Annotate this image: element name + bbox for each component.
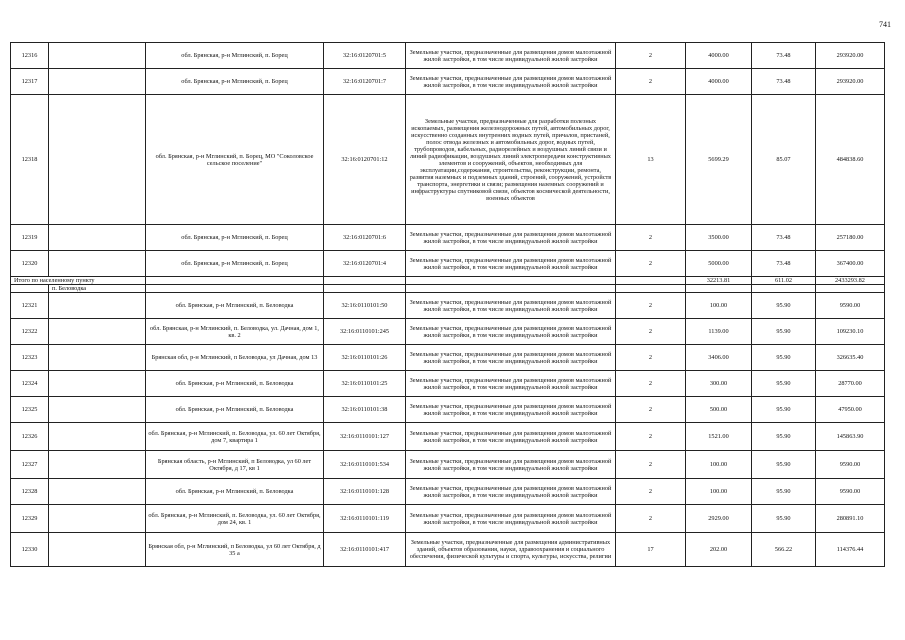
area-value: 3406.00 [686, 345, 752, 371]
total-row [11, 277, 885, 285]
total-value: 2433293.82 [816, 277, 885, 285]
cadastral-number: 32:16:0110101:245 [324, 319, 406, 345]
cadastral-value: 47950.00 [816, 397, 885, 423]
empty-cell [49, 479, 146, 505]
total-area: 32213.81 [686, 277, 752, 285]
cadastral-value: 145863.90 [816, 423, 885, 451]
cadastral-value: 257180.00 [816, 225, 885, 251]
total-label: Итого по населенному пункту [11, 277, 146, 285]
area-value: 500.00 [686, 397, 752, 423]
cadastral-value: 114376.44 [816, 533, 885, 567]
area-value: 100.00 [686, 479, 752, 505]
cadastral-number: 32:16:0120701:5 [324, 43, 406, 69]
address-cell: Брянская обл, р-н Мглинский, п Беловодка, ул Дачная, дом 13 [146, 345, 324, 371]
cadastral-value: 367400.00 [816, 251, 885, 277]
group-code: 2 [616, 345, 686, 371]
area-value: 300.00 [686, 371, 752, 397]
specific-value: 95.90 [752, 319, 816, 345]
table-row [11, 225, 885, 251]
land-use-description: Земельные участки, предназначенные для размещения домов малоэтажной жилой застройки, в том числе индивидуальной жилой застройки [406, 251, 616, 277]
cadastral-value: 280891.10 [816, 505, 885, 533]
area-value: 4000.00 [686, 43, 752, 69]
area-value: 4000.00 [686, 69, 752, 95]
address-cell: Брянская область, р-н Мглинский, п Беловодка, ул 60 лет Октября, д 17, кв 1 [146, 451, 324, 479]
group-code: 2 [616, 479, 686, 505]
land-use-description: Земельные участки, предназначенные для размещения домов малоэтажной жилой застройки, в том числе индивидуальной жилой застройки [406, 479, 616, 505]
group-code: 2 [616, 225, 686, 251]
specific-value: 95.90 [752, 293, 816, 319]
empty-cell [49, 251, 146, 277]
specific-value: 95.90 [752, 371, 816, 397]
land-use-description: Земельные участки, предназначенные для размещения домов малоэтажной жилой застройки, в том числе индивидуальной жилой застройки [406, 345, 616, 371]
address-cell: обл. Брянская, р-н Мглинский, п. Беловодка, ул. Дачная, дом 1, кв. 2 [146, 319, 324, 345]
group-code: 2 [616, 371, 686, 397]
cadastral-value: 109230.10 [816, 319, 885, 345]
group-code: 17 [616, 533, 686, 567]
specific-value: 95.90 [752, 451, 816, 479]
area-value: 100.00 [686, 451, 752, 479]
cadastral-value: 28770.00 [816, 371, 885, 397]
table-body-belovodka [11, 293, 885, 567]
empty-cell [49, 293, 146, 319]
table-row [11, 345, 885, 371]
table-row [11, 95, 885, 225]
group-code: 13 [616, 95, 686, 225]
address-cell: обл. Брянская, р-н Мглинский, п. Беловодка [146, 371, 324, 397]
cadastral-value: 326635.40 [816, 345, 885, 371]
table-row [11, 293, 885, 319]
specific-value: 73.48 [752, 251, 816, 277]
cadastral-number: 32:16:0120701:4 [324, 251, 406, 277]
specific-value: 95.90 [752, 479, 816, 505]
row-number: 12316 [11, 43, 49, 69]
empty-cell [49, 345, 146, 371]
table-row [11, 371, 885, 397]
address-cell: обл. Брянская, р-н Мглинский, п. Борец [146, 225, 324, 251]
address-cell: обл. Брянская, р-н Мглинский, п. Беловодка [146, 293, 324, 319]
row-number: 12318 [11, 95, 49, 225]
empty-cell [49, 95, 146, 225]
group-code: 2 [616, 423, 686, 451]
cadastral-value: 293920.00 [816, 69, 885, 95]
group-code: 2 [616, 69, 686, 95]
total-rate: 611.02 [752, 277, 816, 285]
settlement-name: п. Беловодка [49, 285, 146, 293]
row-number: 12328 [11, 479, 49, 505]
table-body-borets [11, 43, 885, 277]
specific-value: 95.90 [752, 423, 816, 451]
group-code: 2 [616, 451, 686, 479]
cadastral-value: 293920.00 [816, 43, 885, 69]
land-use-description: Земельные участки, предназначенные для размещения домов малоэтажной жилой застройки, в том числе индивидуальной жилой застройки [406, 225, 616, 251]
address-cell: обл. Брянская, р-н Мглинский, п. Беловодка [146, 397, 324, 423]
table-row [11, 251, 885, 277]
empty-cell [49, 225, 146, 251]
row-number: 12323 [11, 345, 49, 371]
cadastral-number: 32:16:0120701:12 [324, 95, 406, 225]
cadastral-number: 32:16:0110101:127 [324, 423, 406, 451]
land-use-description: Земельные участки, предназначенные для размещения домов малоэтажной жилой застройки, в том числе индивидуальной жилой застройки [406, 505, 616, 533]
table-row [11, 69, 885, 95]
table-row [11, 479, 885, 505]
cadastral-number: 32:16:0110101:417 [324, 533, 406, 567]
specific-value: 73.48 [752, 43, 816, 69]
specific-value: 85.07 [752, 95, 816, 225]
area-value: 202.00 [686, 533, 752, 567]
table-row [11, 43, 885, 69]
address-cell: обл. Брянская, р-н Мглинский, п. Борец, МО "Соколовское сельское поселение" [146, 95, 324, 225]
cadastral-number: 32:16:0120701:6 [324, 225, 406, 251]
row-number: 12327 [11, 451, 49, 479]
address-cell: обл. Брянская, р-н Мглинский, п. Беловодка, ул. 60 лет Октября, дом 7, квартира 1 [146, 423, 324, 451]
cadastral-number: 32:16:0110101:119 [324, 505, 406, 533]
address-cell: Брянская обл, р-н Мглинский, п Беловодка, ул 60 лет Октября, д 35 а [146, 533, 324, 567]
cadastral-value: 9590.00 [816, 451, 885, 479]
page-number: 741 [879, 20, 891, 29]
settlement-header-row [11, 285, 885, 293]
empty-cell [49, 397, 146, 423]
group-code: 2 [616, 397, 686, 423]
area-value: 3500.00 [686, 225, 752, 251]
area-value: 1139.00 [686, 319, 752, 345]
empty-cell [49, 451, 146, 479]
land-use-description: Земельные участки, предназначенные для размещения домов малоэтажной жилой застройки, в том числе индивидуальной жилой застройки [406, 293, 616, 319]
table-row [11, 319, 885, 345]
cadastral-number: 32:16:0110101:25 [324, 371, 406, 397]
cadastral-value: 9590.00 [816, 479, 885, 505]
specific-value: 73.48 [752, 69, 816, 95]
cadastral-value-table [10, 42, 885, 567]
cadastral-number: 32:16:0110101:534 [324, 451, 406, 479]
land-use-description: Земельные участки, предназначенные для размещения домов малоэтажной жилой застройки, в том числе индивидуальной жилой застройки [406, 43, 616, 69]
table-row [11, 533, 885, 567]
row-number: 12322 [11, 319, 49, 345]
land-use-description: Земельные участки, предназначенные для размещения домов малоэтажной жилой застройки, в том числе индивидуальной жилой застройки [406, 319, 616, 345]
address-cell: обл. Брянская, р-н Мглинский, п. Беловодка [146, 479, 324, 505]
address-cell: обл. Брянская, р-н Мглинский, п. Беловодка, ул. 60 лет Октября, дом 24, кв. 1 [146, 505, 324, 533]
specific-value: 73.48 [752, 225, 816, 251]
empty-cell [49, 423, 146, 451]
cadastral-number: 32:16:0110101:26 [324, 345, 406, 371]
table-total [11, 277, 885, 293]
row-number: 12321 [11, 293, 49, 319]
row-number: 12324 [11, 371, 49, 397]
group-code: 2 [616, 319, 686, 345]
specific-value: 566.22 [752, 533, 816, 567]
row-number: 12320 [11, 251, 49, 277]
empty-cell [49, 43, 146, 69]
land-use-description: Земельные участки, предназначенные для размещения домов малоэтажной жилой застройки, в том числе индивидуальной жилой застройки [406, 69, 616, 95]
row-number: 12317 [11, 69, 49, 95]
land-use-description: Земельные участки, предназначенные для размещения административных зданий, объектов образования, науки, здравоохранения и социального обеспечения, физической культуры и спорта, культуры, искусства, религии [406, 533, 616, 567]
row-number: 12330 [11, 533, 49, 567]
empty-cell [49, 319, 146, 345]
land-use-description: Земельные участки, предназначенные для размещения домов малоэтажной жилой застройки, в том числе индивидуальной жилой застройки [406, 371, 616, 397]
group-code: 2 [616, 43, 686, 69]
cadastral-value: 484838.60 [816, 95, 885, 225]
address-cell: обл. Брянская, р-н Мглинский, п. Борец [146, 43, 324, 69]
table-row [11, 451, 885, 479]
cadastral-number: 32:16:0110101:50 [324, 293, 406, 319]
specific-value: 95.90 [752, 345, 816, 371]
empty-cell [49, 505, 146, 533]
cadastral-number: 32:16:0110101:38 [324, 397, 406, 423]
table-row [11, 423, 885, 451]
area-value: 5699.29 [686, 95, 752, 225]
table-row [11, 505, 885, 533]
address-cell: обл. Брянская, р-н Мглинский, п. Борец [146, 69, 324, 95]
land-use-description: Земельные участки, предназначенные для размещения домов малоэтажной жилой застройки, в том числе индивидуальной жилой застройки [406, 451, 616, 479]
row-number: 12326 [11, 423, 49, 451]
row-number: 12329 [11, 505, 49, 533]
empty-cell [49, 533, 146, 567]
table-row [11, 397, 885, 423]
land-use-description: Земельные участки, предназначенные для размещения домов малоэтажной жилой застройки, в том числе индивидуальной жилой застройки [406, 397, 616, 423]
cadastral-value: 9590.00 [816, 293, 885, 319]
address-cell: обл. Брянская, р-н Мглинский, п. Борец [146, 251, 324, 277]
land-use-description: Земельные участки, предназначенные для разработки полезных ископаемых, размещения железнодорожных путей, автомобильных дорог, искусственно созданных внутренних водных путей, причалов, пристаней, полос отвода железных и автомобильных дорог, водных путей, трубопроводов, кабельных, радиорелейных и воздушных линий связи и линий радиофикации, воздушных линий электропередачи конструктивных элементов и сооружений, объектов, необходимых для эксплуатации,содержания, строительства, реконструкции, ремонта, развития наземных и подземных зданий, строений, сооружений, устройств транспорта, энергетики и связи; размещения наземных сооружений и инфраструктуры спутниковой связи, объектов космической деятельности, военных объектов [406, 95, 616, 225]
cadastral-number: 32:16:0110101:128 [324, 479, 406, 505]
group-code: 2 [616, 251, 686, 277]
empty-cell [49, 371, 146, 397]
group-code: 2 [616, 505, 686, 533]
area-value: 100.00 [686, 293, 752, 319]
specific-value: 95.90 [752, 505, 816, 533]
group-code: 2 [616, 293, 686, 319]
area-value: 5000.00 [686, 251, 752, 277]
area-value: 2929.00 [686, 505, 752, 533]
cadastral-number: 32:16:0120701:7 [324, 69, 406, 95]
row-number: 12319 [11, 225, 49, 251]
land-use-description: Земельные участки, предназначенные для размещения домов малоэтажной жилой застройки, в том числе индивидуальной жилой застройки [406, 423, 616, 451]
specific-value: 95.90 [752, 397, 816, 423]
area-value: 1521.00 [686, 423, 752, 451]
row-number: 12325 [11, 397, 49, 423]
empty-cell [49, 69, 146, 95]
